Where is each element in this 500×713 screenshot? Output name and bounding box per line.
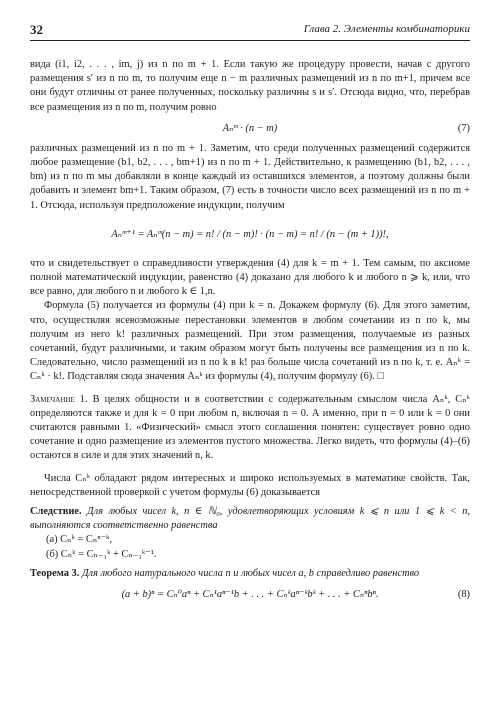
paragraph-4: Формула (5) получается из формулы (4) при k = n. Докажем формулу (6). Для этого заметим, что, осуществляя всевозможные перестановки элементов в любом сочетании из n по k, мы получим из него k! различных размещений. При этом размещения, получаемые из разных сочетаний, будут различными, и таким образом могут быть получены все размещения из n по k. Следовательно, число размещений из n по k в k! раз больше числа сочетаний из n по k, т. е. Aₙᵏ = Cₙᵏ · k!. Подставляя сюда значения Aₙᵏ из формулы (4), получим формулу (6). □ [30,300,470,383]
corollary-text: Для любых чисел k, n ∈ ℕ₀, удовлетворяющих условиям k ⩽ n или 1 ⩽ k < n, выполняются соответственно равенства [30,506,470,532]
running-header [30,20,470,41]
equation-7-number: (7) [457,122,470,134]
theorem-text: Для любого натурального числа n и любых чисел a, b справедливо равенство [81,567,420,579]
corollary [30,505,470,533]
remark-text: В целях общности и в соответствии с содержательным смыслом числа Aₙᵏ, Cₙᵏ определяются также и для k = 0 при любом n, включая n = 0. А именно, при n = 0 или k = 0 они считаются равными 1. «Физический» смысл этого соглашения понятен: существует ровно одно сочетание и одно размещение из элементов пустого множества. Легко видеть, что формулы (4)–(6) остаются в силе и для этих значений n, k. [30,393,470,462]
equation-induction [30,219,470,251]
theorem-heading: Теорема 3. [30,567,80,579]
equation-7 [30,121,470,136]
paragraph-5: Числа Cₙᵏ обладают рядом интересных и широко используемых в математике свойств. Так, непосредственной проверкой с учетом формулы (6) доказывается [30,472,470,498]
remark-heading: Замечание 1. [30,393,88,405]
corollary-item-b: (б) Cₙᵏ = Cₙ₋₁ᵏ + Cₙ₋₁ᵏ⁻¹. [46,548,157,560]
equation-induction-formula: Aₙᵐ⁺¹ = Aₙᵐ(n − m) = n! / (n − m)! · (n − m) = n! / (n − (m + 1))!, [111,228,389,240]
equation-8-number: (8) [457,589,470,601]
paragraph-2: различных размещений из n по m + 1. Заметим, что среди полученных размещений содержится любое размещение (b1, b2, . . . , bm+1) из n по m + 1. Действительно, к размещению (b1, b2, . . . , bm) из n по m мы добавляли в конце каждый из оставшихся элементов, а поэтому должны были добавить и элемент bm+1. Таким образом, (7) есть в точности число всех размещений из n по m + 1. Отсюда, используя предположение индукции, получим [30,142,470,211]
paragraph-3: что и свидетельствует о справедливости утверждения (4) для k = m + 1. Тем самым, по аксиоме полной математической индукции, равенство (4) доказано для любого k и любого n ⩾ k, или, что все равно, для любого n и любого k ∈ 1,n. [30,257,470,298]
corollary-heading: Следствие. [30,506,82,518]
page-number: 32 [30,22,43,37]
page-body [30,58,470,609]
chapter-title: Глава 2. Элементы комбинаторики [303,23,470,35]
paragraph-1: вида (i1, i2, . . . , im, j) из n по m + 1. Если такую же процедуру провести, начав с другого размещения s′ из n по m, то получим еще n − m различных размещений из n по m+1, причем все они будут отличны от ранее полученных, поскольку различны s и s′. Отсюда видно, что, перебрав все размещения из n по m, получим ровно [30,59,470,113]
equation-8-formula: (a + b)ⁿ = Cₙ⁰aⁿ + Cₙ¹aⁿ⁻¹b + . . . + Cₙᵏaⁿ⁻ᵏbᵏ + . . . + Cₙⁿbⁿ. [121,589,379,601]
equation-8 [30,587,470,603]
equation-7-formula: Aₙᵐ · (n − m) [222,122,278,134]
corollary-item-a: (а) Cₙᵏ = Cₙⁿ⁻ᵏ, [46,534,112,546]
theorem-3 [30,567,470,581]
remark-1 [30,393,470,464]
